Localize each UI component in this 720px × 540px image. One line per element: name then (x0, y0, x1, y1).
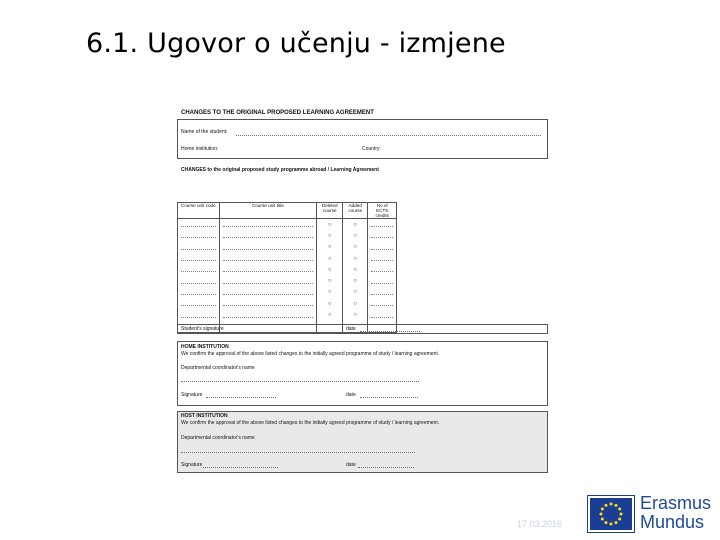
host-signature-field[interactable] (203, 467, 278, 468)
host-coordinator-label: Departmental coordinator's name (181, 435, 255, 441)
added-checkbox[interactable]: ○ (343, 298, 368, 309)
logo-text (640, 494, 711, 532)
flag-star (620, 513, 623, 516)
table-row (178, 264, 397, 275)
flag-star (618, 508, 621, 511)
student-signature-label: Student's signature (181, 326, 224, 332)
deleted-checkbox[interactable]: ○ (317, 253, 343, 264)
eu-flag-icon (588, 496, 634, 532)
host-signature-label: Signature (181, 462, 203, 468)
deleted-checkbox[interactable]: ○ (317, 219, 343, 231)
table-row (178, 287, 397, 298)
deleted-checkbox[interactable]: ○ (317, 242, 343, 253)
deleted-checkbox[interactable]: ○ (317, 287, 343, 298)
home-coordinator-label: Departmental coordinator's name (181, 365, 255, 371)
table-row (178, 309, 397, 320)
flag-star (615, 521, 618, 524)
col-ects: No of ECTS credits (368, 203, 397, 219)
deleted-checkbox[interactable]: ○ (317, 309, 343, 320)
flag-star (610, 503, 613, 506)
table-row (178, 230, 397, 241)
flag-star (615, 504, 618, 507)
flag-star (600, 513, 603, 516)
flag-star (605, 521, 608, 524)
table-row (178, 219, 397, 231)
flag-star (610, 523, 613, 526)
home-institution-label: Home institution: (181, 146, 219, 152)
student-date-field[interactable] (360, 331, 420, 332)
host-date-field[interactable] (358, 467, 414, 468)
deleted-checkbox[interactable]: ○ (317, 230, 343, 241)
flag-star (601, 518, 604, 521)
home-signature-label: Signature (181, 392, 203, 398)
host-text: We confirm the approval of the above listed changes to the initially agreed programme of study / learning agreement. (181, 420, 440, 426)
home-date-field[interactable] (360, 397, 418, 398)
student-signature-box (177, 324, 548, 334)
slide-title: 6.1. Ugovor o učenju - izmjene (86, 28, 506, 59)
logo-line1: Erasmus (640, 493, 712, 513)
col-added: Added course (343, 203, 368, 219)
logo-line2: Mundus (640, 512, 705, 532)
table-row (178, 275, 397, 286)
student-info-box (177, 119, 548, 159)
host-coordinator-field[interactable] (181, 452, 415, 453)
changes-table (177, 202, 397, 333)
home-heading: HOME INSTITUTION (181, 344, 229, 350)
erasmus-mundus-logo (582, 490, 717, 538)
deleted-checkbox[interactable]: ○ (317, 264, 343, 275)
added-checkbox[interactable]: ○ (343, 264, 368, 275)
host-institution-box (177, 411, 548, 473)
deleted-checkbox[interactable]: ○ (317, 298, 343, 309)
table-row (178, 298, 397, 309)
footer-date: 17.03.2016 (517, 519, 563, 529)
table-row (178, 242, 397, 253)
added-checkbox[interactable]: ○ (343, 309, 368, 320)
col-deleted: Deleted course (317, 203, 343, 219)
home-institution-box (177, 341, 548, 406)
col-course-code: Course unit code (178, 203, 220, 219)
added-checkbox[interactable]: ○ (343, 275, 368, 286)
flag-star (618, 518, 621, 521)
changes-heading: CHANGES to the original proposed study programme abroad / Learning Agreement (181, 167, 379, 173)
student-name-field[interactable] (236, 135, 541, 136)
student-date-label: date (346, 326, 356, 332)
home-signature-field[interactable] (206, 397, 276, 398)
added-checkbox[interactable]: ○ (343, 230, 368, 241)
flag-star (601, 508, 604, 511)
home-coordinator-field[interactable] (181, 381, 419, 382)
added-checkbox[interactable]: ○ (343, 287, 368, 298)
deleted-checkbox[interactable]: ○ (317, 275, 343, 286)
form-heading: CHANGES TO THE ORIGINAL PROPOSED LEARNING AGREEMENT (181, 110, 374, 116)
col-course-title: Course unit title (219, 203, 317, 219)
home-date-label: date (346, 392, 356, 398)
table-row (178, 253, 397, 264)
added-checkbox[interactable]: ○ (343, 219, 368, 231)
added-checkbox[interactable]: ○ (343, 253, 368, 264)
country-label: Country: (362, 146, 381, 152)
host-heading: HOST INSTITUTION (181, 413, 228, 419)
home-text: We confirm the approval of the above listed changes to the initially agreed programme of study / learning agreement. (181, 351, 440, 357)
host-date-label: date (346, 462, 356, 468)
added-checkbox[interactable]: ○ (343, 242, 368, 253)
student-name-label: Name of the student: (181, 129, 228, 135)
flag-star (605, 504, 608, 507)
